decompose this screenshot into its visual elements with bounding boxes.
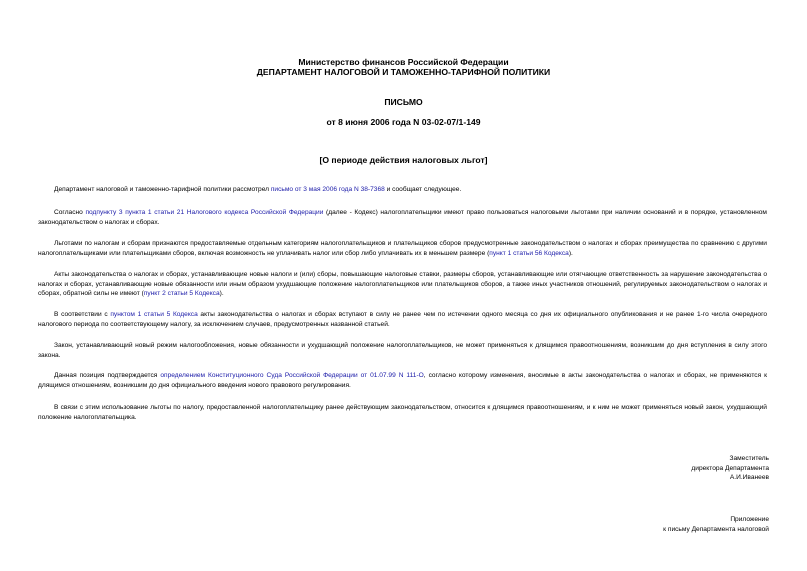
paragraph-2 bbox=[38, 208, 767, 227]
paragraph-text: ). bbox=[219, 290, 224, 298]
link-letter-reference[interactable]: письмо от 3 мая 2006 года N 38-7368 bbox=[270, 186, 385, 193]
department-name: ДЕПАРТАМЕНТ НАЛОГОВОЙ И ТАМОЖЕННО-ТАРИФНОЙ ПОЛИТИКИ bbox=[256, 67, 551, 77]
paragraph-7 bbox=[38, 371, 767, 390]
paragraph-text: В соответствии с bbox=[54, 311, 111, 318]
signature-title: Заместитель bbox=[729, 455, 769, 462]
link-tax-code-article-21[interactable]: подпункту 3 пункта 1 статьи 21 Налогового кодекса Российской Федерации bbox=[85, 209, 324, 216]
paragraph-text: Департамент налоговой и таможенно-тарифной политики рассмотрел bbox=[54, 186, 271, 193]
paragraph-text: (далее - Кодекс) налогоплательщики имеют право пользоваться налоговыми льготами при наличии оснований и в порядке, установленном законодательством о налогах и сборах. bbox=[38, 209, 767, 226]
paragraph-text: Данная позиция подтверждается bbox=[54, 372, 161, 379]
paragraph-8 bbox=[38, 403, 767, 422]
appendix-title: Приложение bbox=[730, 516, 769, 523]
paragraph-text: акты законодательства о налогах и сборах вступают в силу не ранее чем по истечении одного месяца со дня их официального опубликования и не ранее 1-го числа очередного налогового периода по соответствующему налогу, за исключением случаев, предусмотренных названной статьей. bbox=[38, 311, 767, 328]
document-type: ПИСЬМО bbox=[384, 97, 423, 107]
paragraph-text: ). bbox=[568, 249, 573, 257]
paragraph-text: Закон, устанавливающий новый режим налогообложения, новые обязанности и ухудшающий положение налогоплательщиков, не может применяться к длящимся правоотношениям, возникшим до дня вступления в силу этого закона. bbox=[38, 342, 767, 359]
document-date-number: от 8 июня 2006 года N 03-02-07/1-149 bbox=[326, 117, 481, 127]
link-constitutional-court-ruling[interactable]: определением Конституционного Суда Российской Федерации от 01.07.99 N 111-О bbox=[160, 372, 424, 379]
paragraph-text: и сообщает следующее. bbox=[384, 186, 462, 193]
paragraph-text: Согласно bbox=[54, 209, 86, 216]
appendix-reference: к письму Департамента налоговой bbox=[663, 525, 769, 533]
paragraph-text: , согласно которому изменения, вносимые в акты законодательства о налогах и сборах, не применяются к длящимся отношениям, возникшим до дня официального введения нового правового регулирования. bbox=[38, 372, 767, 389]
paragraph-text: В связи с этим использование льготы по налогу, предоставленной налогоплательщику ранее действующим законодательством, относится к длящимся правоотношениям, и к ним не может применяться новый закон, ухудшающий положение налогоплательщика. bbox=[38, 404, 767, 421]
appendix-block bbox=[663, 515, 769, 534]
paragraph-text: Льготами по налогам и сборам признаются предоставляемые отдельным категориям налогоплательщиков и плательщиков сборов предусмотренные законодательством о налогах и сборах преимущества по сравнению с другими налогоплательщиками или плательщиками сборов, включая возможность не уплачивать налог или сбор либо уплачивать их в меньшем размере ( bbox=[38, 240, 767, 257]
link-code-article-56[interactable]: пункт 1 статьи 56 Кодекса bbox=[489, 249, 569, 257]
paragraph-3 bbox=[38, 239, 767, 258]
paragraph-text: Акты законодательства о налогах и сборах, устанавливающие новые налоги и (или) сборы, повышающие налоговые ставки, размеры сборов, устанавливающие или отягчающие ответственность за нарушение законодательства о налогах и сборах, устанавливающие новые обязанности или иным образом ухудшающие положение налогоплательщиков или плательщиков сборов, а также иных участников отношений, регулируемых законодательством о налогах и сборах, обратной силы не имеют ( bbox=[38, 271, 767, 298]
ministry-name: Министерство финансов Российской Федерации bbox=[298, 57, 509, 67]
paragraph-6 bbox=[38, 341, 767, 360]
paragraph-4 bbox=[38, 270, 767, 299]
signature-block bbox=[691, 454, 769, 483]
signature-name: А.И.Иванеев bbox=[729, 474, 769, 482]
paragraph-1 bbox=[38, 185, 767, 195]
link-code-article-5-point-1[interactable]: пунктом 1 статьи 5 Кодекса bbox=[110, 311, 198, 318]
document-subject: [О периоде действия налоговых льгот] bbox=[319, 155, 488, 165]
link-code-article-5-point-2[interactable]: пункт 2 статьи 5 Кодекса bbox=[143, 290, 220, 298]
paragraph-5 bbox=[38, 310, 767, 329]
signature-position: директора Департамента bbox=[691, 464, 769, 472]
